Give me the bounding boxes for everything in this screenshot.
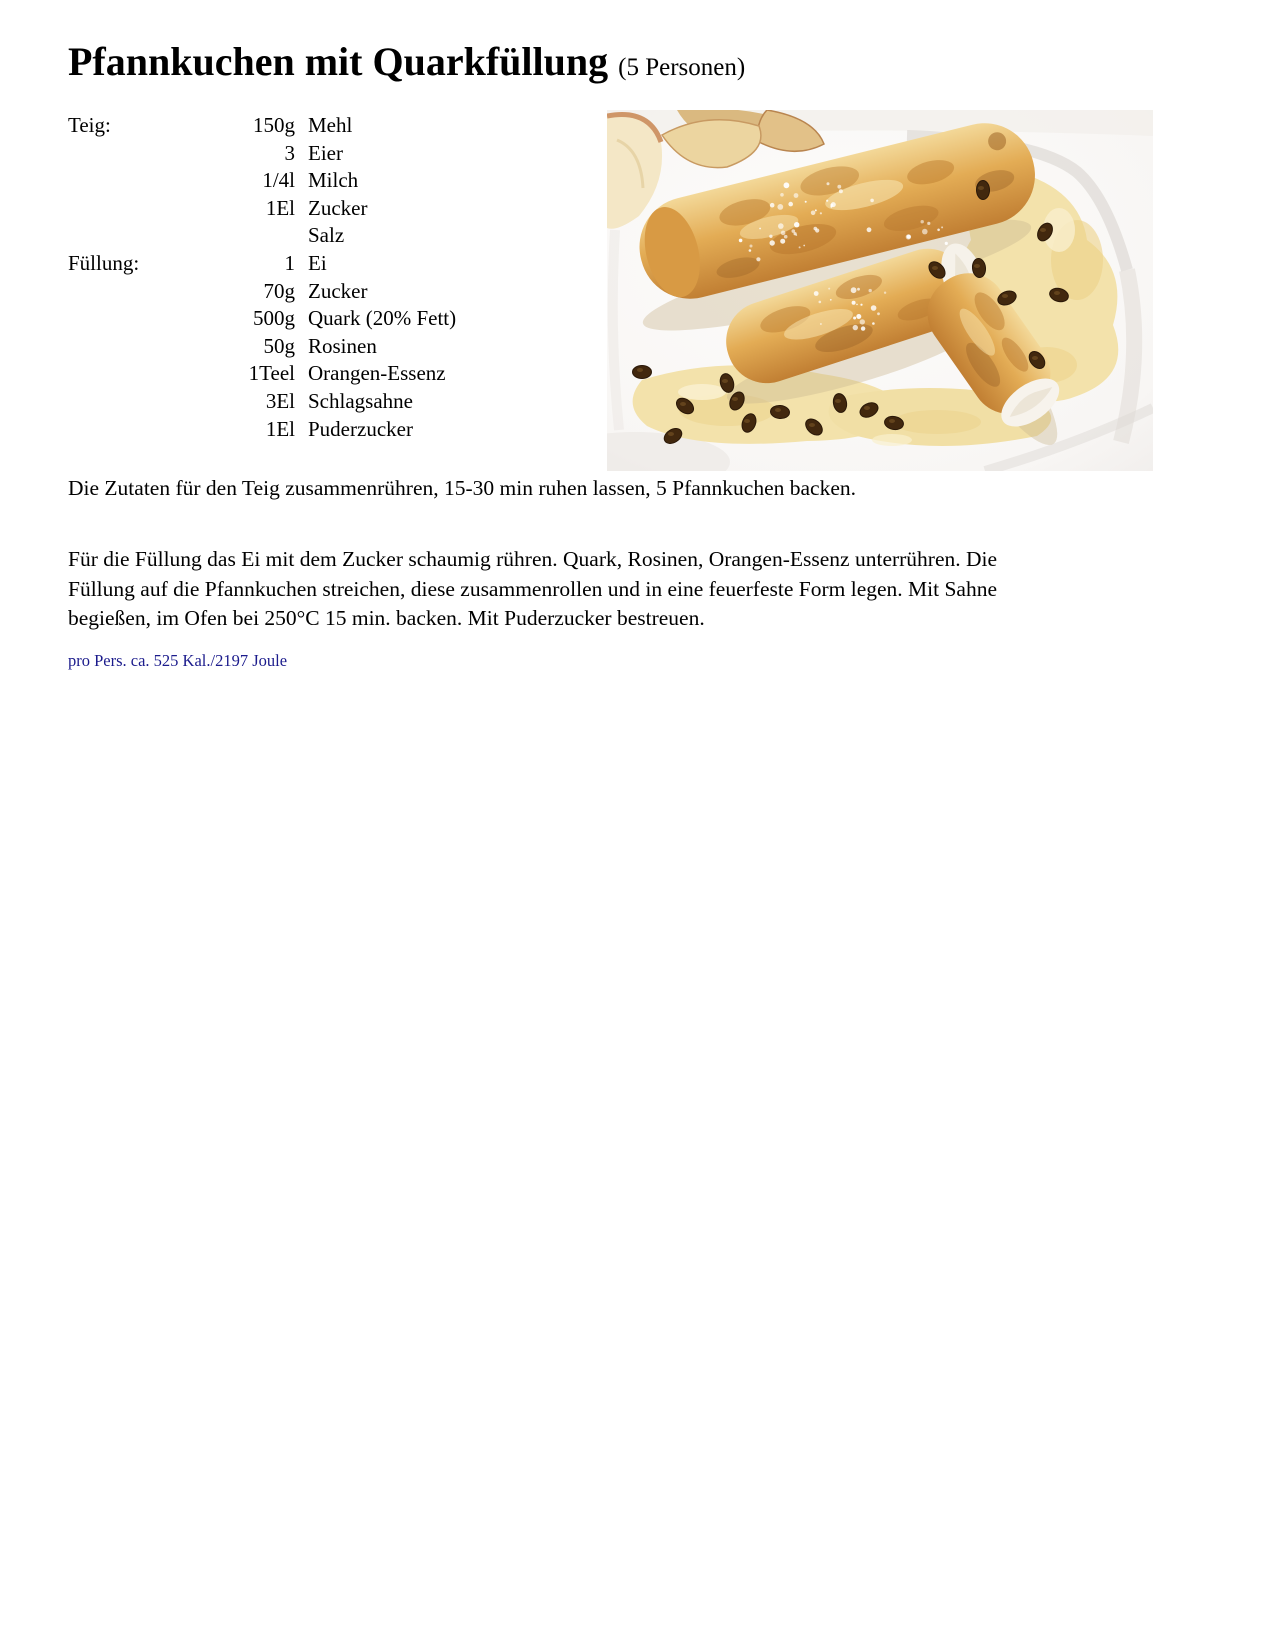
ingredient-label — [68, 167, 180, 195]
ingredient-label — [68, 388, 180, 416]
ingredient-amount: 1El — [265, 195, 295, 220]
ingredient-amount: 50g — [263, 333, 295, 358]
instructions-step2 — [68, 545, 997, 634]
ingredient-row — [68, 333, 456, 361]
ingredient-item: Rosinen — [308, 333, 377, 358]
ingredient-amount: 1 — [284, 250, 295, 275]
ingredient-label — [68, 360, 180, 388]
recipe-photo — [607, 110, 1153, 471]
ingredient-item: Milch — [308, 168, 359, 193]
ingredient-item: Mehl — [308, 113, 353, 137]
nutrition-note: pro Pers. ca. 525 Kal./2197 Joule — [68, 651, 288, 670]
ingredient-label — [68, 333, 180, 361]
ingredient-row — [68, 416, 456, 444]
page-title — [68, 40, 745, 90]
ingredient-label — [68, 140, 180, 168]
ingredient-amount: 1/4l — [262, 168, 295, 193]
recipe-title: Pfannkuchen mit Quarkfüllung — [68, 39, 609, 84]
ingredient-amount: 70g — [263, 278, 295, 303]
ingredient-item: Puderzucker — [308, 416, 413, 441]
ingredient-item: Eier — [308, 140, 343, 165]
ingredient-label — [68, 278, 180, 306]
ingredient-amount: 3El — [265, 388, 295, 413]
ingredient-item: Zucker — [308, 278, 368, 303]
ingredients-table — [68, 112, 456, 443]
ingredient-row — [68, 222, 456, 250]
ingredient-amount — [180, 222, 295, 250]
ingredient-row — [68, 195, 456, 223]
ingredient-label — [68, 416, 180, 444]
ingredient-amount: 500g — [253, 306, 295, 331]
instructions-step1: Die Zutaten für den Teig zusammenrühren, 15-30 min ruhen lassen, 5 Pfannkuchen backen. — [68, 476, 856, 500]
ingredient-row — [68, 388, 456, 416]
ingredient-row — [68, 305, 456, 333]
ingredient-amount: 1El — [265, 416, 295, 441]
ingredient-label — [68, 222, 180, 250]
instructions-step2-line: Füllung auf die Pfannkuchen streichen, diese zusammenrollen und in eine feuerfeste Form legen. Mit Sahne — [68, 576, 998, 601]
ingredient-row — [68, 360, 456, 388]
instructions-step2-line: begießen, im Ofen bei 250°C 15 min. backen. Mit Puderzucker bestreuen. — [68, 606, 705, 630]
ingredient-amount: 3 — [284, 140, 295, 165]
ingredient-item: Salz — [308, 223, 345, 248]
ingredient-item: Zucker — [308, 195, 368, 220]
ingredient-row — [68, 250, 456, 278]
ingredient-row — [68, 140, 456, 168]
ingredient-label: Füllung: — [68, 250, 140, 275]
ingredient-row — [68, 167, 456, 195]
ingredient-amount: 150g — [253, 113, 295, 137]
ingredient-label: Teig: — [68, 113, 111, 137]
servings-label: (5 Personen) — [618, 54, 746, 81]
ingredient-row — [68, 112, 456, 140]
recipe-photo-illustration — [607, 110, 1153, 471]
ingredient-label — [68, 305, 180, 333]
ingredient-item: Schlagsahne — [308, 388, 413, 413]
ingredient-item: Quark (20% Fett) — [308, 306, 457, 331]
ingredient-label — [68, 195, 180, 223]
ingredient-item: Ei — [308, 250, 327, 275]
instructions-step2-line: Für die Füllung das Ei mit dem Zucker schaumig rühren. Quark, Rosinen, Orangen-Essenz unterrühren. Die — [68, 547, 998, 571]
ingredient-row — [68, 278, 456, 306]
ingredient-amount: 1Teel — [248, 361, 295, 386]
ingredient-item: Orangen-Essenz — [308, 361, 446, 386]
